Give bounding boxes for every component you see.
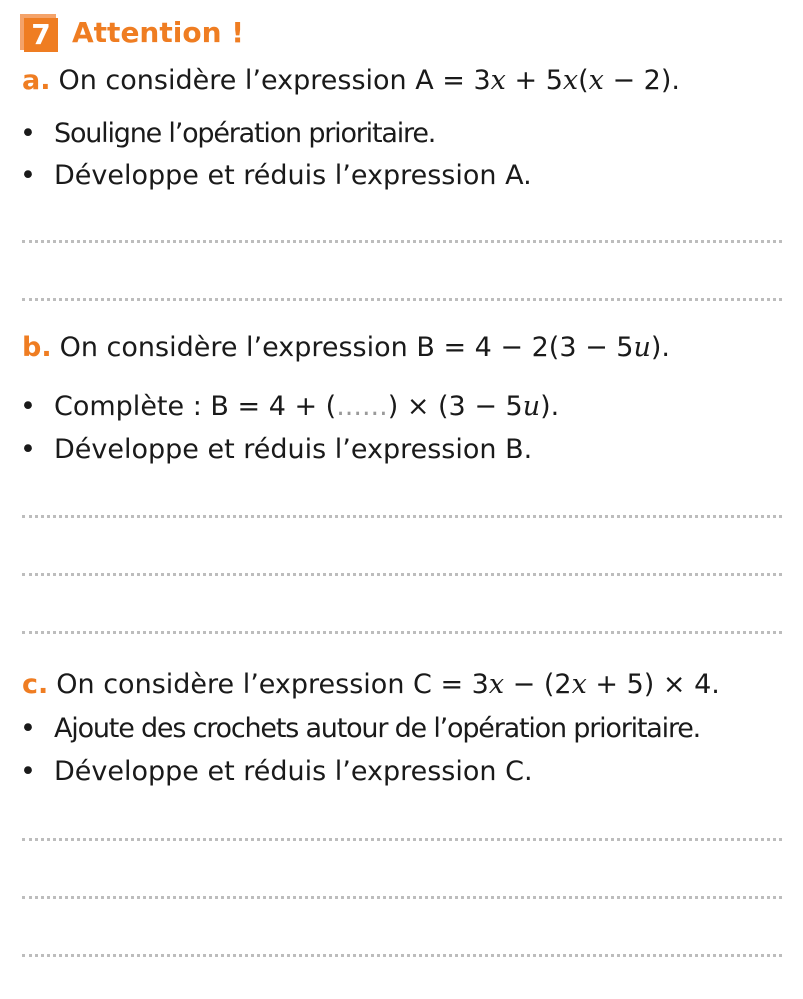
answer-line[interactable] bbox=[22, 515, 782, 518]
answer-line[interactable] bbox=[22, 298, 782, 301]
part-a-bullet-2: • Développe et réduis l’expression A. bbox=[20, 160, 532, 191]
part-b-statement: b. On considère l’expression B = 4 − 2(3 − 5u). bbox=[22, 332, 670, 363]
part-c-bullet-2: • Développe et réduis l’expression C. bbox=[20, 756, 533, 787]
part-a-letter: a. bbox=[22, 65, 51, 96]
answer-line[interactable] bbox=[22, 954, 782, 957]
exercise-number-badge bbox=[20, 14, 60, 54]
answer-line[interactable] bbox=[22, 240, 782, 243]
part-c-bullet-1: • Ajoute des crochets autour de l’opération prioritaire. bbox=[20, 713, 701, 744]
part-b-bullet-2: • Développe et réduis l’expression B. bbox=[20, 434, 533, 465]
part-b-bullet-1: • Complète : B = 4 + (......) × (3 − 5u). bbox=[20, 391, 560, 422]
part-a-bullet-1: • Souligne l’opération prioritaire. bbox=[20, 118, 436, 149]
answer-line[interactable] bbox=[22, 631, 782, 634]
exercise-title: Attention ! bbox=[72, 16, 245, 49]
answer-line[interactable] bbox=[22, 573, 782, 576]
part-a-statement: a. On considère l’expression A = 3x + 5x(x − 2). bbox=[22, 65, 680, 96]
fill-in-gap[interactable]: ...... bbox=[336, 391, 388, 422]
exercise-number: 7 bbox=[24, 18, 58, 52]
part-c-statement: c. On considère l’expression C = 3x − (2x + 5) × 4. bbox=[22, 669, 720, 700]
answer-line[interactable] bbox=[22, 896, 782, 899]
part-c-letter: c. bbox=[22, 669, 49, 700]
answer-line[interactable] bbox=[22, 838, 782, 841]
part-b-letter: b. bbox=[22, 332, 52, 363]
